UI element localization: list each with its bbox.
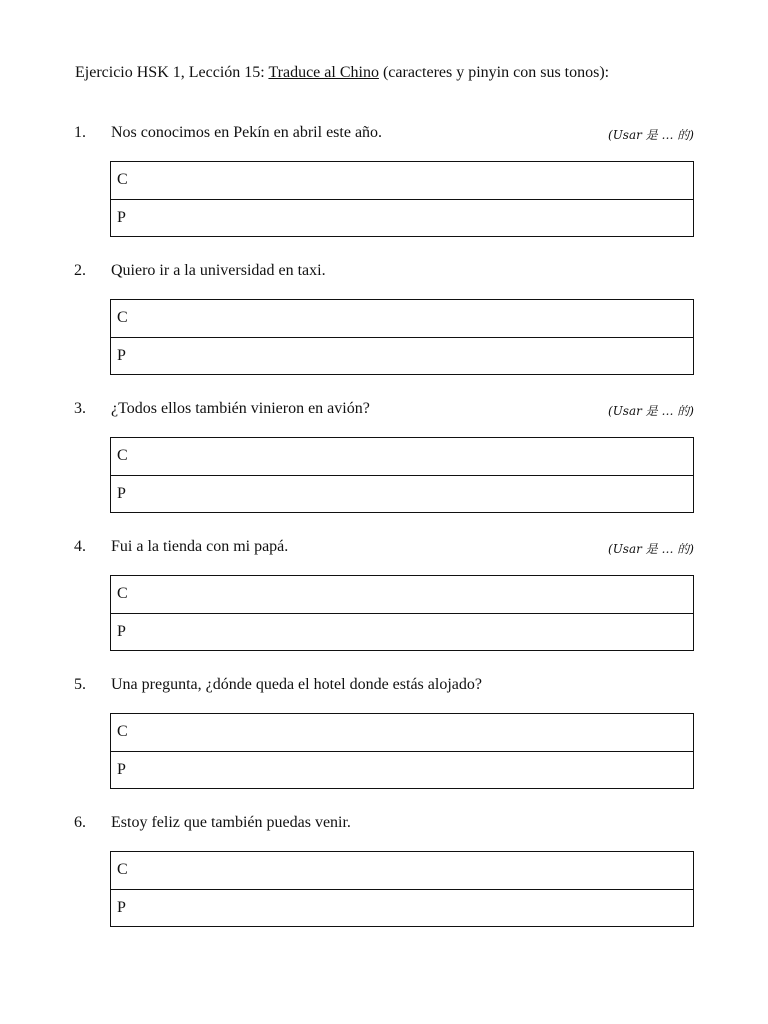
characters-answer-field[interactable]	[111, 576, 693, 614]
exercise-question: ¿Todos ellos también vinieron en avión?	[111, 400, 370, 417]
exercise-item-4	[0, 538, 768, 668]
characters-answer-field[interactable]	[111, 300, 693, 338]
title-suffix: (caracteres y pinyin con sus tonos):	[378, 64, 610, 81]
answer-box	[110, 299, 694, 375]
exercise-item-1	[0, 124, 768, 254]
exercise-question: Estoy feliz que también puedas venir.	[111, 814, 351, 831]
exercise-question: Fui a la tienda con mi papá.	[111, 538, 289, 555]
characters-label: C	[117, 861, 128, 878]
exercise-question: Nos conocimos en Pekín en abril este año.	[111, 124, 383, 141]
exercise-number: 6.	[74, 814, 86, 831]
exercise-number: 3.	[74, 400, 86, 417]
title-prefix: Ejercicio HSK 1, Lección 15:	[75, 64, 269, 81]
exercise-question: Quiero ir a la universidad en taxi.	[111, 262, 326, 279]
exercise-number: 4.	[74, 538, 86, 555]
characters-label: C	[117, 309, 128, 326]
pinyin-label: P	[117, 899, 126, 916]
characters-answer-field[interactable]	[111, 714, 693, 752]
answer-box	[110, 575, 694, 651]
exercise-number: 1.	[74, 124, 86, 141]
exercise-number: 5.	[74, 676, 86, 693]
exercise-number: 2.	[74, 262, 86, 279]
pinyin-label: P	[117, 623, 126, 640]
exercise-item-3	[0, 400, 768, 530]
worksheet-title	[75, 64, 609, 82]
characters-label: C	[117, 585, 128, 602]
characters-answer-field[interactable]	[111, 852, 693, 890]
pinyin-label: P	[117, 485, 126, 502]
pinyin-answer-field[interactable]	[111, 752, 693, 789]
exercise-item-5	[0, 676, 768, 806]
characters-label: C	[117, 723, 128, 740]
pinyin-answer-field[interactable]	[111, 614, 693, 651]
pinyin-label: P	[117, 209, 126, 226]
answer-box	[110, 161, 694, 237]
pinyin-label: P	[117, 761, 126, 778]
pinyin-answer-field[interactable]	[111, 890, 693, 927]
exercise-item-2	[0, 262, 768, 392]
answer-box	[110, 713, 694, 789]
pinyin-answer-field[interactable]	[111, 200, 693, 237]
grammar-hint: (Usar 是 … 的)	[608, 542, 694, 556]
exercise-question: Una pregunta, ¿dónde queda el hotel donde estás alojado?	[111, 676, 482, 693]
characters-label: C	[117, 171, 128, 188]
grammar-hint: (Usar 是 … 的)	[608, 128, 694, 142]
characters-label: C	[117, 447, 128, 464]
characters-answer-field[interactable]	[111, 162, 693, 200]
pinyin-answer-field[interactable]	[111, 476, 693, 513]
answer-box	[110, 437, 694, 513]
answer-box	[110, 851, 694, 927]
pinyin-answer-field[interactable]	[111, 338, 693, 375]
pinyin-label: P	[117, 347, 126, 364]
grammar-hint: (Usar 是 … 的)	[608, 404, 694, 418]
title-instruction: Traduce al Chino	[268, 64, 379, 81]
exercise-item-6	[0, 814, 768, 944]
characters-answer-field[interactable]	[111, 438, 693, 476]
